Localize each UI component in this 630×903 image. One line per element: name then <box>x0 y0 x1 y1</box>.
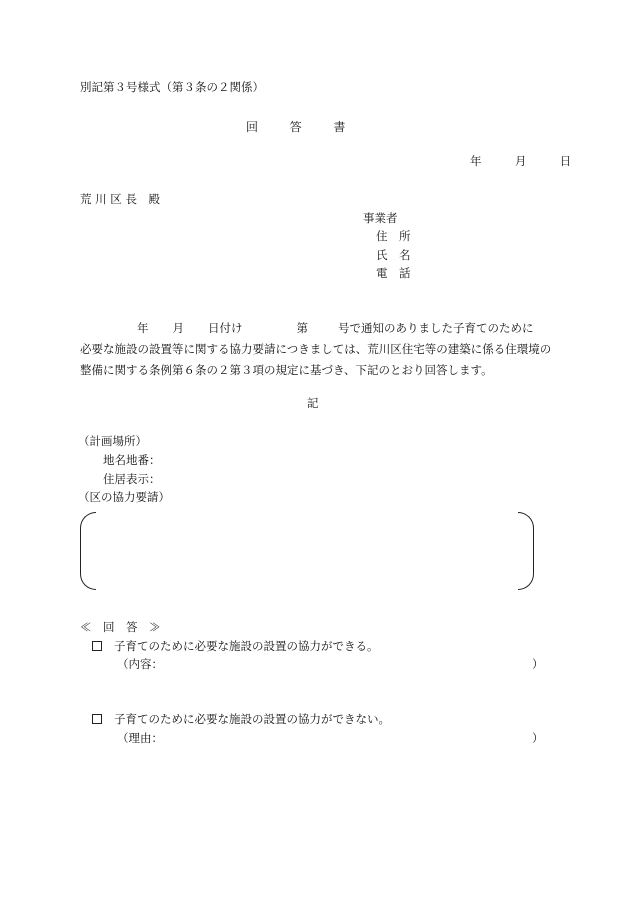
date-line <box>470 156 571 168</box>
content-label: （内容： <box>117 657 163 671</box>
reason-close-paren: ） <box>532 731 544 745</box>
option-can-label: 子育てのために必要な施設の設置の協力ができる。 <box>114 639 379 653</box>
ref-month: 月 <box>172 321 184 335</box>
answer-heading: ≪ 回 答 ≫ <box>80 620 161 634</box>
option-cannot <box>92 714 390 726</box>
ref-dai: 第 <box>296 321 308 335</box>
title-char-3: 書 <box>333 120 346 134</box>
addressee: 荒 川 区 長 殿 <box>80 192 160 206</box>
body-line-2: 必要な施設の設置等に関する協力要請につきましては、荒川区住宅等の建築に係る住環境の <box>80 342 552 356</box>
reason-label: （理由： <box>117 731 163 745</box>
ki-heading: 記 <box>307 396 319 410</box>
title-char-1: 回 <box>246 120 259 134</box>
body-line-1 <box>80 318 558 339</box>
title-char-2: 答 <box>289 120 302 134</box>
sender-label: 事業者 <box>363 211 398 225</box>
left-bracket <box>80 512 96 590</box>
plan-lot-label: 地名地番： <box>103 453 161 467</box>
sender-address: 住 所 <box>376 229 411 243</box>
form-number: 別記第３号様式（第３条の２関係） <box>80 80 264 94</box>
sender-name: 氏 名 <box>376 248 411 262</box>
checkbox-can[interactable] <box>92 641 102 651</box>
ref-year: 年 <box>137 321 149 335</box>
body-paragraph <box>80 318 558 381</box>
option-can <box>92 641 379 653</box>
checkbox-cannot[interactable] <box>92 714 102 724</box>
date-day: 日 <box>559 154 572 168</box>
ref-rest: 号で通知のありました子育てのために <box>338 321 534 335</box>
document-title <box>246 121 345 133</box>
sender-phone: 電 話 <box>376 266 411 280</box>
date-month: 月 <box>514 154 527 168</box>
date-year: 年 <box>470 154 482 168</box>
plan-address-label: 住居表示： <box>103 472 161 486</box>
option-cannot-label: 子育てのために必要な施設の設置の協力ができない。 <box>114 712 390 726</box>
ref-dated: 日付け <box>208 321 243 335</box>
right-bracket <box>518 512 534 590</box>
plan-heading: （計画場所） <box>78 434 147 448</box>
body-line-3: 整備に関する条例第６条の２第３項の規定に基づき、下記のとおり回答します。 <box>80 363 493 377</box>
request-heading: （区の協力要請） <box>78 490 170 504</box>
content-close-paren: ） <box>532 657 544 671</box>
request-bracket-area <box>80 512 534 590</box>
